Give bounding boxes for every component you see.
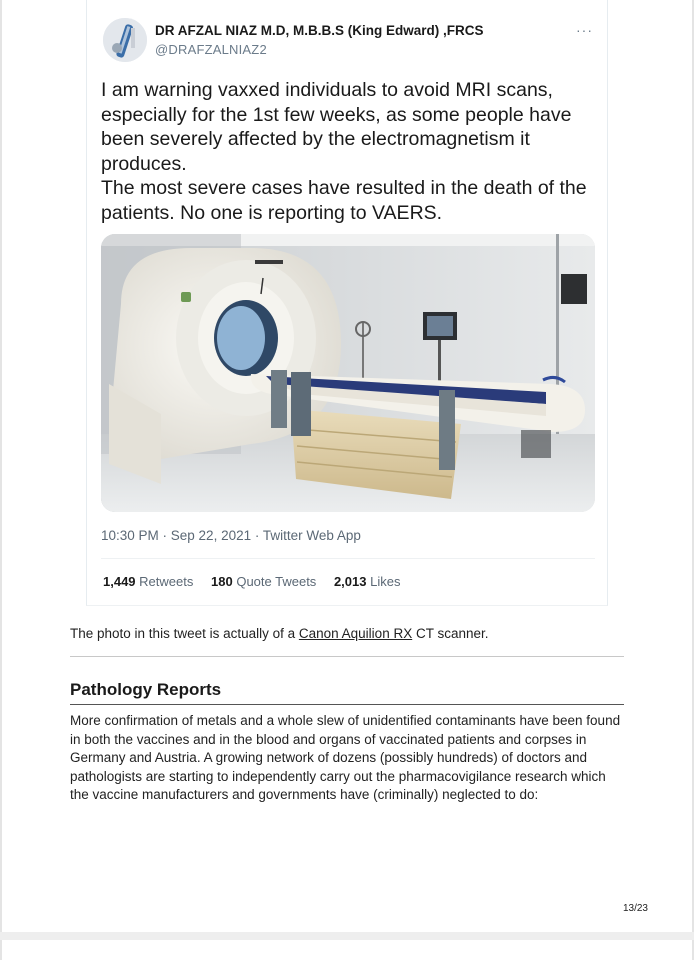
tweet-text	[101, 78, 601, 225]
caption-before: The photo in this tweet is actually of a	[70, 626, 299, 641]
embedded-tweet	[86, 0, 608, 606]
quote-tweets-count: 180	[211, 574, 233, 589]
ct-scanner-photo	[101, 234, 595, 512]
quote-tweets-stat[interactable]	[211, 574, 316, 589]
page-separator	[0, 932, 694, 940]
page-number: 13/23	[622, 903, 648, 914]
quote-tweets-label: Quote Tweets	[236, 574, 317, 589]
likes-label: Likes	[370, 574, 401, 589]
likes-stat[interactable]	[334, 574, 401, 589]
photo-caption	[70, 626, 489, 641]
horizontal-rule	[70, 656, 624, 657]
more-options-icon[interactable]: ···	[576, 22, 593, 38]
section-heading: Pathology Reports	[70, 680, 222, 699]
likes-count: 2,013	[333, 574, 367, 589]
author-name[interactable]: DR AFZAL NIAZ M.D, M.B.B.S (King Edward) ,FRCS	[155, 23, 484, 38]
scanner-link[interactable]: Canon Aquilion RX	[298, 626, 413, 641]
tweet-stats	[103, 574, 414, 589]
retweets-count: 1,449	[103, 574, 136, 589]
caption-after: CT scanner.	[412, 626, 489, 641]
retweets-stat[interactable]	[103, 574, 193, 589]
section-body: More confirmation of metals and a whole slew of unidentified contaminants have been found in both the vaccines and in the blood and organs of vaccinated patients and corpses in Germany and Austria. A growing network of dozens (possibly hundreds) of doctors and pathologists are starting to independently carry out the pharmacovigilance research which the vaccine manufacturers and governments have (criminally) neglected to do:	[70, 713, 621, 803]
retweets-label: Retweets	[139, 574, 194, 589]
author-handle[interactable]: @DRAFZALNIAZ2	[155, 42, 267, 57]
page-edge-left	[0, 0, 2, 960]
tweet-paragraph: I am warning vaxxed individuals to avoid MRI scans, especially for the 1st few weeks, as some people have been severely affected by the electromagnetism it produces.	[101, 79, 572, 175]
tweet-timestamp[interactable]: 10:30 PM · Sep 22, 2021 · Twitter Web App	[101, 528, 361, 543]
tweet-image[interactable]	[101, 234, 595, 512]
tweet-paragraph: The most severe cases have resulted in the death of the patients. No one is reporting to VAERS.	[101, 177, 587, 224]
divider	[101, 558, 595, 559]
avatar[interactable]	[103, 18, 147, 62]
heading-underline	[70, 704, 624, 705]
avatar-image	[103, 18, 147, 62]
